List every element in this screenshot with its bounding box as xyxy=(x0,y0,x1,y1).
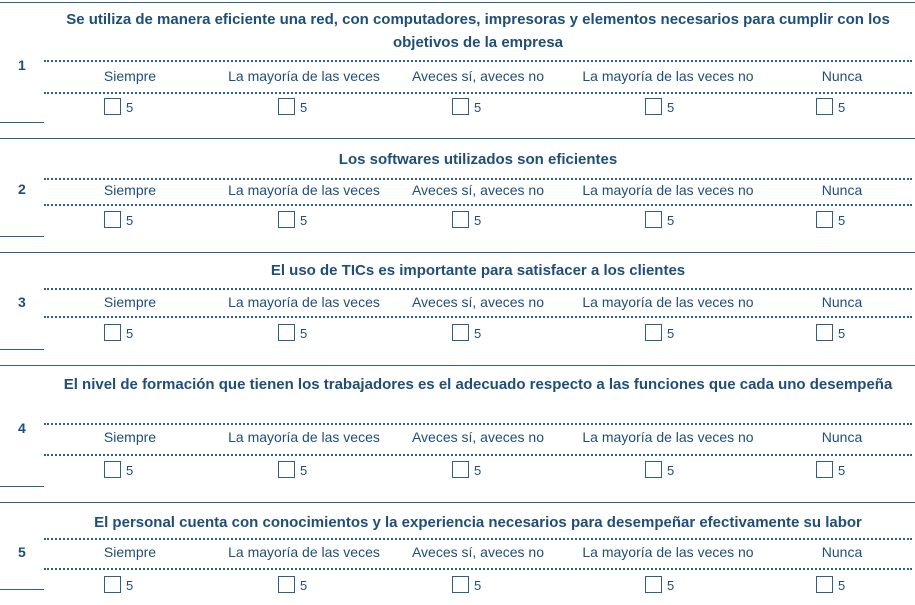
divider xyxy=(0,2,915,3)
answer-value: 5 xyxy=(838,326,846,341)
answer-value: 5 xyxy=(838,463,846,478)
answer-value: 5 xyxy=(474,100,482,115)
answer-checkbox[interactable] xyxy=(104,211,121,228)
dotted-separator xyxy=(44,288,912,290)
answer-checkbox[interactable] xyxy=(645,576,662,593)
option-label: Nunca xyxy=(821,68,863,84)
dotted-separator xyxy=(44,92,912,94)
option-label: La mayoría de las veces no xyxy=(582,68,754,84)
answer-checkbox[interactable] xyxy=(452,576,469,593)
option-label: La mayoría de las veces no xyxy=(582,544,754,560)
question-block xyxy=(0,365,915,502)
answer-value: 5 xyxy=(126,213,134,228)
answer-checkbox[interactable] xyxy=(645,211,662,228)
divider xyxy=(0,349,44,350)
option-label: La mayoría de las veces xyxy=(228,182,380,198)
answer-value: 5 xyxy=(667,578,675,593)
answer-checkbox[interactable] xyxy=(452,98,469,115)
answer-value: 5 xyxy=(667,326,675,341)
answer-checkbox[interactable] xyxy=(104,461,121,478)
answer-checkbox[interactable] xyxy=(645,461,662,478)
question-number: 3 xyxy=(18,294,26,310)
option-label: Nunca xyxy=(821,294,863,310)
divider xyxy=(0,236,44,237)
option-label: La mayoría de las veces xyxy=(228,429,380,445)
answer-checkbox[interactable] xyxy=(104,576,121,593)
dotted-separator xyxy=(44,60,912,62)
question-number: 2 xyxy=(18,181,26,197)
option-label: Nunca xyxy=(821,429,863,445)
answer-checkbox[interactable] xyxy=(816,576,833,593)
answer-checkbox[interactable] xyxy=(452,461,469,478)
option-label: Siempre xyxy=(103,544,157,560)
option-label: La mayoría de las veces no xyxy=(582,429,754,445)
question-block xyxy=(0,138,915,252)
option-label: Aveces sí, aveces no xyxy=(411,544,545,560)
answer-checkbox[interactable] xyxy=(645,324,662,341)
answer-checkbox[interactable] xyxy=(452,324,469,341)
option-label: La mayoría de las veces no xyxy=(582,294,754,310)
answer-checkbox[interactable] xyxy=(816,98,833,115)
question-text: El nivel de formación que tienen los trabajadores es el adecuado respecto a las funciones que cada uno desempeña xyxy=(63,376,893,393)
option-label: Siempre xyxy=(103,294,157,310)
option-label: Siempre xyxy=(103,68,157,84)
question-text: Se utiliza de manera eficiente una red, con computadores, impresoras y elementos necesarios para cumplir con los objetivos de la empresa xyxy=(66,11,890,51)
answer-value: 5 xyxy=(474,463,482,478)
option-label: Siempre xyxy=(103,182,157,198)
answer-value: 5 xyxy=(474,326,482,341)
answer-value: 5 xyxy=(300,100,308,115)
answer-checkbox[interactable] xyxy=(278,324,295,341)
answer-value: 5 xyxy=(126,326,134,341)
question-text: El personal cuenta con conocimientos y la experiencia necesarios para desempeñar efectivamente su labor xyxy=(94,514,862,531)
option-label: La mayoría de las veces no xyxy=(582,182,754,198)
answer-checkbox[interactable] xyxy=(816,461,833,478)
answer-value: 5 xyxy=(300,463,308,478)
option-label: Aveces sí, aveces no xyxy=(411,182,545,198)
answer-checkbox[interactable] xyxy=(452,211,469,228)
answer-checkbox[interactable] xyxy=(278,211,295,228)
answer-value: 5 xyxy=(667,100,675,115)
dotted-separator xyxy=(44,538,912,540)
divider xyxy=(0,502,915,503)
answer-checkbox[interactable] xyxy=(104,98,121,115)
answer-checkbox[interactable] xyxy=(104,324,121,341)
answer-checkbox[interactable] xyxy=(278,98,295,115)
answer-value: 5 xyxy=(838,213,846,228)
answer-checkbox[interactable] xyxy=(816,324,833,341)
option-label: Aveces sí, aveces no xyxy=(411,68,545,84)
answer-value: 5 xyxy=(126,578,134,593)
option-label: La mayoría de las veces xyxy=(228,68,380,84)
option-label: Nunca xyxy=(821,182,863,198)
dotted-separator xyxy=(44,316,912,318)
answer-value: 5 xyxy=(300,213,308,228)
divider xyxy=(0,486,44,487)
divider xyxy=(0,122,44,123)
answer-checkbox[interactable] xyxy=(278,576,295,593)
option-label: Aveces sí, aveces no xyxy=(411,294,545,310)
answer-value: 5 xyxy=(126,463,134,478)
question-block xyxy=(0,252,915,365)
dotted-separator xyxy=(44,178,912,180)
answer-value: 5 xyxy=(126,100,134,115)
divider xyxy=(0,138,915,139)
question-number: 1 xyxy=(18,57,26,73)
question-number: 5 xyxy=(18,544,26,560)
answer-checkbox[interactable] xyxy=(816,211,833,228)
answer-value: 5 xyxy=(474,578,482,593)
dotted-separator xyxy=(44,454,912,456)
option-label: La mayoría de las veces xyxy=(228,294,380,310)
dotted-separator xyxy=(44,568,912,570)
answer-value: 5 xyxy=(474,213,482,228)
divider xyxy=(0,365,915,366)
option-label: Aveces sí, aveces no xyxy=(411,429,545,445)
answer-value: 5 xyxy=(838,100,846,115)
question-block xyxy=(0,502,915,605)
answer-checkbox[interactable] xyxy=(645,98,662,115)
dotted-separator xyxy=(44,204,912,206)
answer-value: 5 xyxy=(667,213,675,228)
question-block xyxy=(0,2,915,138)
answer-value: 5 xyxy=(300,578,308,593)
answer-value: 5 xyxy=(667,463,675,478)
answer-value: 5 xyxy=(838,578,846,593)
dotted-separator xyxy=(44,423,912,425)
answer-checkbox[interactable] xyxy=(278,461,295,478)
option-label: La mayoría de las veces xyxy=(228,544,380,560)
option-label: Nunca xyxy=(821,544,863,560)
question-text: El uso de TICs es importante para satisfacer a los clientes xyxy=(270,262,686,279)
divider xyxy=(0,589,44,590)
question-text: Los softwares utilizados son eficientes xyxy=(338,151,618,168)
divider xyxy=(0,252,915,253)
answer-value: 5 xyxy=(300,326,308,341)
option-label: Siempre xyxy=(103,429,157,445)
question-number: 4 xyxy=(18,420,26,436)
